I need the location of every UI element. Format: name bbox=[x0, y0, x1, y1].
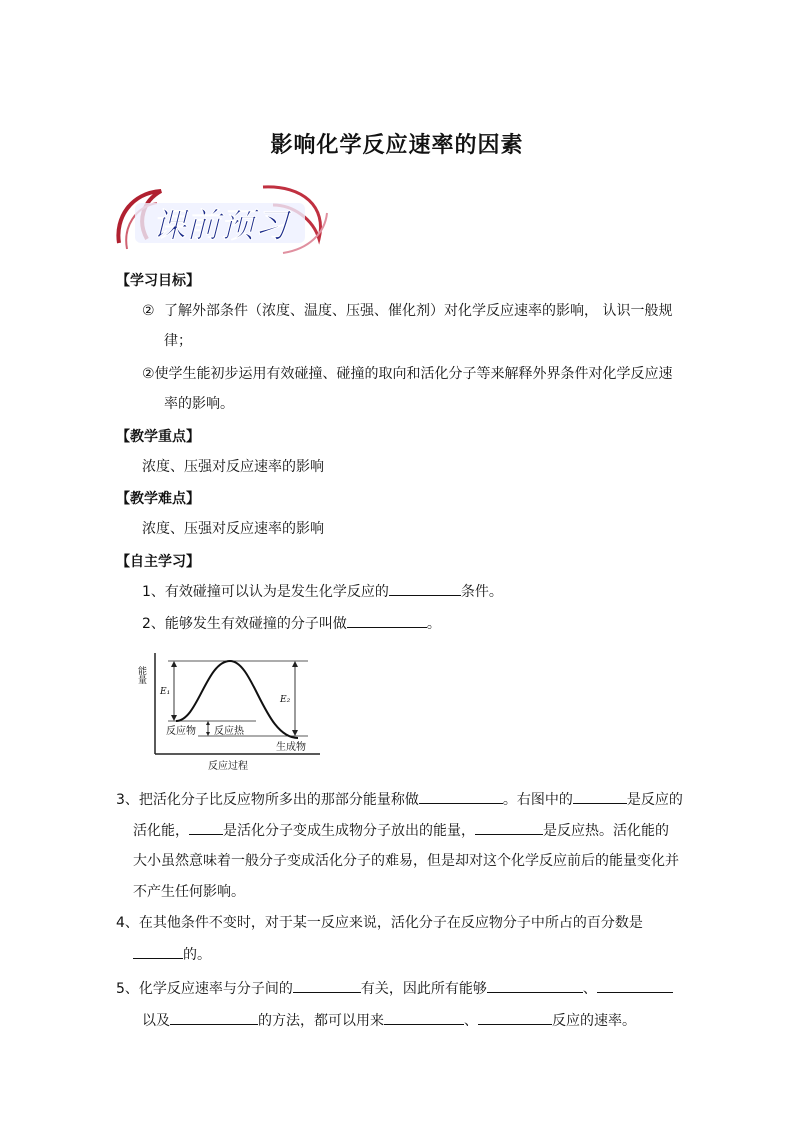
q5-text: 、 bbox=[582, 981, 597, 997]
e2-arrow-head-down-icon bbox=[292, 730, 298, 736]
q3-text: 是反应热。活化能的 bbox=[543, 823, 669, 839]
question-1-text-b: 条件。 bbox=[460, 584, 503, 600]
question-4-line-1: 4、在其他条件不变时，对于某一反应来说，活化分子在反应物分子中所占的百分数是 bbox=[116, 915, 643, 931]
energy-diagram bbox=[138, 648, 328, 773]
y-axis-label: 能量 bbox=[136, 666, 146, 684]
q3-text: 活化能， bbox=[133, 823, 189, 839]
question-2-text-a: 2、能够发生有效碰撞的分子叫做 bbox=[142, 616, 347, 632]
goal-2-line-2: 率的影响。 bbox=[164, 396, 234, 412]
q5-text: 5、化学反应速率与分子间的 bbox=[116, 981, 293, 997]
q5-text: 以及 bbox=[142, 1013, 170, 1029]
question-5-line-1 bbox=[116, 978, 673, 999]
reactant-label: 反应物 bbox=[166, 726, 196, 737]
q5-text: 反应的速率。 bbox=[552, 1013, 636, 1029]
q3-text: 是活化分子变成生成物分子放出的能量， bbox=[223, 823, 475, 839]
answer-blank[interactable] bbox=[293, 978, 361, 993]
goal-1-line-2: 律； bbox=[164, 333, 192, 349]
question-5-line-2 bbox=[142, 1010, 636, 1031]
answer-blank[interactable] bbox=[189, 820, 223, 835]
difficulties-text: 浓度、压强对反应速率的影响 bbox=[142, 521, 324, 537]
question-3-line-3: 大小虽然意味着一般分子变成活化分子的难易，但是却对这个化学反应前后的能量变化并 bbox=[133, 853, 679, 869]
answer-blank[interactable] bbox=[347, 613, 427, 628]
q3-text: 是反应的 bbox=[626, 792, 683, 808]
swirl-decoration-icon bbox=[113, 183, 331, 258]
preview-banner bbox=[113, 183, 331, 258]
answer-blank[interactable] bbox=[478, 1010, 552, 1025]
answer-blank[interactable] bbox=[389, 581, 461, 596]
question-2-text-b: 。 bbox=[426, 616, 441, 632]
question-2 bbox=[142, 613, 441, 634]
question-1 bbox=[142, 581, 503, 602]
answer-blank[interactable] bbox=[573, 789, 627, 804]
answer-blank[interactable] bbox=[487, 978, 583, 993]
e1-arrow-head-up-icon bbox=[171, 661, 177, 667]
answer-blank[interactable] bbox=[475, 820, 543, 835]
q4-text: 的。 bbox=[183, 947, 211, 963]
difficulties-header: 【教学难点】 bbox=[116, 491, 200, 507]
e2-label: E₂ bbox=[280, 695, 291, 705]
question-1-text-a: 1、有效碰撞可以认为是发生化学反应的 bbox=[142, 584, 389, 600]
question-3-line-4: 不产生任何影响。 bbox=[133, 884, 245, 900]
q5-text: 有关，因此所有能够 bbox=[360, 981, 487, 997]
answer-blank[interactable] bbox=[170, 1010, 258, 1025]
goal-2-line-1: ②使学生能初步运用有效碰撞、碰撞的取向和活化分子等来解释外界条件对化学反应速 bbox=[142, 366, 673, 382]
answer-blank[interactable] bbox=[419, 789, 503, 804]
key-points-text: 浓度、压强对反应速率的影响 bbox=[142, 459, 324, 475]
question-4-line-2 bbox=[133, 944, 211, 965]
e1-label: E₁ bbox=[160, 687, 171, 697]
self-study-header: 【自主学习】 bbox=[116, 554, 200, 570]
question-3-line-2 bbox=[133, 820, 669, 841]
question-3-line-1 bbox=[116, 789, 683, 810]
key-points-header: 【教学重点】 bbox=[116, 429, 200, 445]
banner-text: 课前预习 bbox=[152, 206, 288, 246]
answer-blank[interactable] bbox=[597, 978, 673, 993]
answer-blank[interactable] bbox=[384, 1010, 464, 1025]
goal-1-marker: ② bbox=[142, 303, 155, 319]
e2-arrow-head-up-icon bbox=[292, 661, 298, 667]
page-title: 影响化学反应速率的因素 bbox=[270, 133, 524, 158]
answer-blank[interactable] bbox=[133, 944, 183, 959]
q5-text: 的方法，都可以用来 bbox=[258, 1013, 384, 1029]
heat-arrow-head-down-icon bbox=[206, 732, 210, 736]
x-axis-label: 反应过程 bbox=[208, 761, 248, 772]
heat-arrow-head-up-icon bbox=[206, 721, 210, 725]
product-label: 生成物 bbox=[276, 742, 306, 753]
goals-header: 【学习目标】 bbox=[116, 273, 200, 289]
q3-text: 3、把活化分子比反应物所多出的那部分能量称做 bbox=[116, 792, 419, 808]
heat-label: 反应热 bbox=[214, 726, 244, 737]
q5-text: 、 bbox=[464, 1013, 478, 1029]
q3-text: 。右图中的 bbox=[502, 792, 573, 808]
goal-1-line-1: 了解外部条件（浓度、温度、压强、催化剂）对化学反应速率的影响， 认识一般规 bbox=[164, 303, 673, 319]
